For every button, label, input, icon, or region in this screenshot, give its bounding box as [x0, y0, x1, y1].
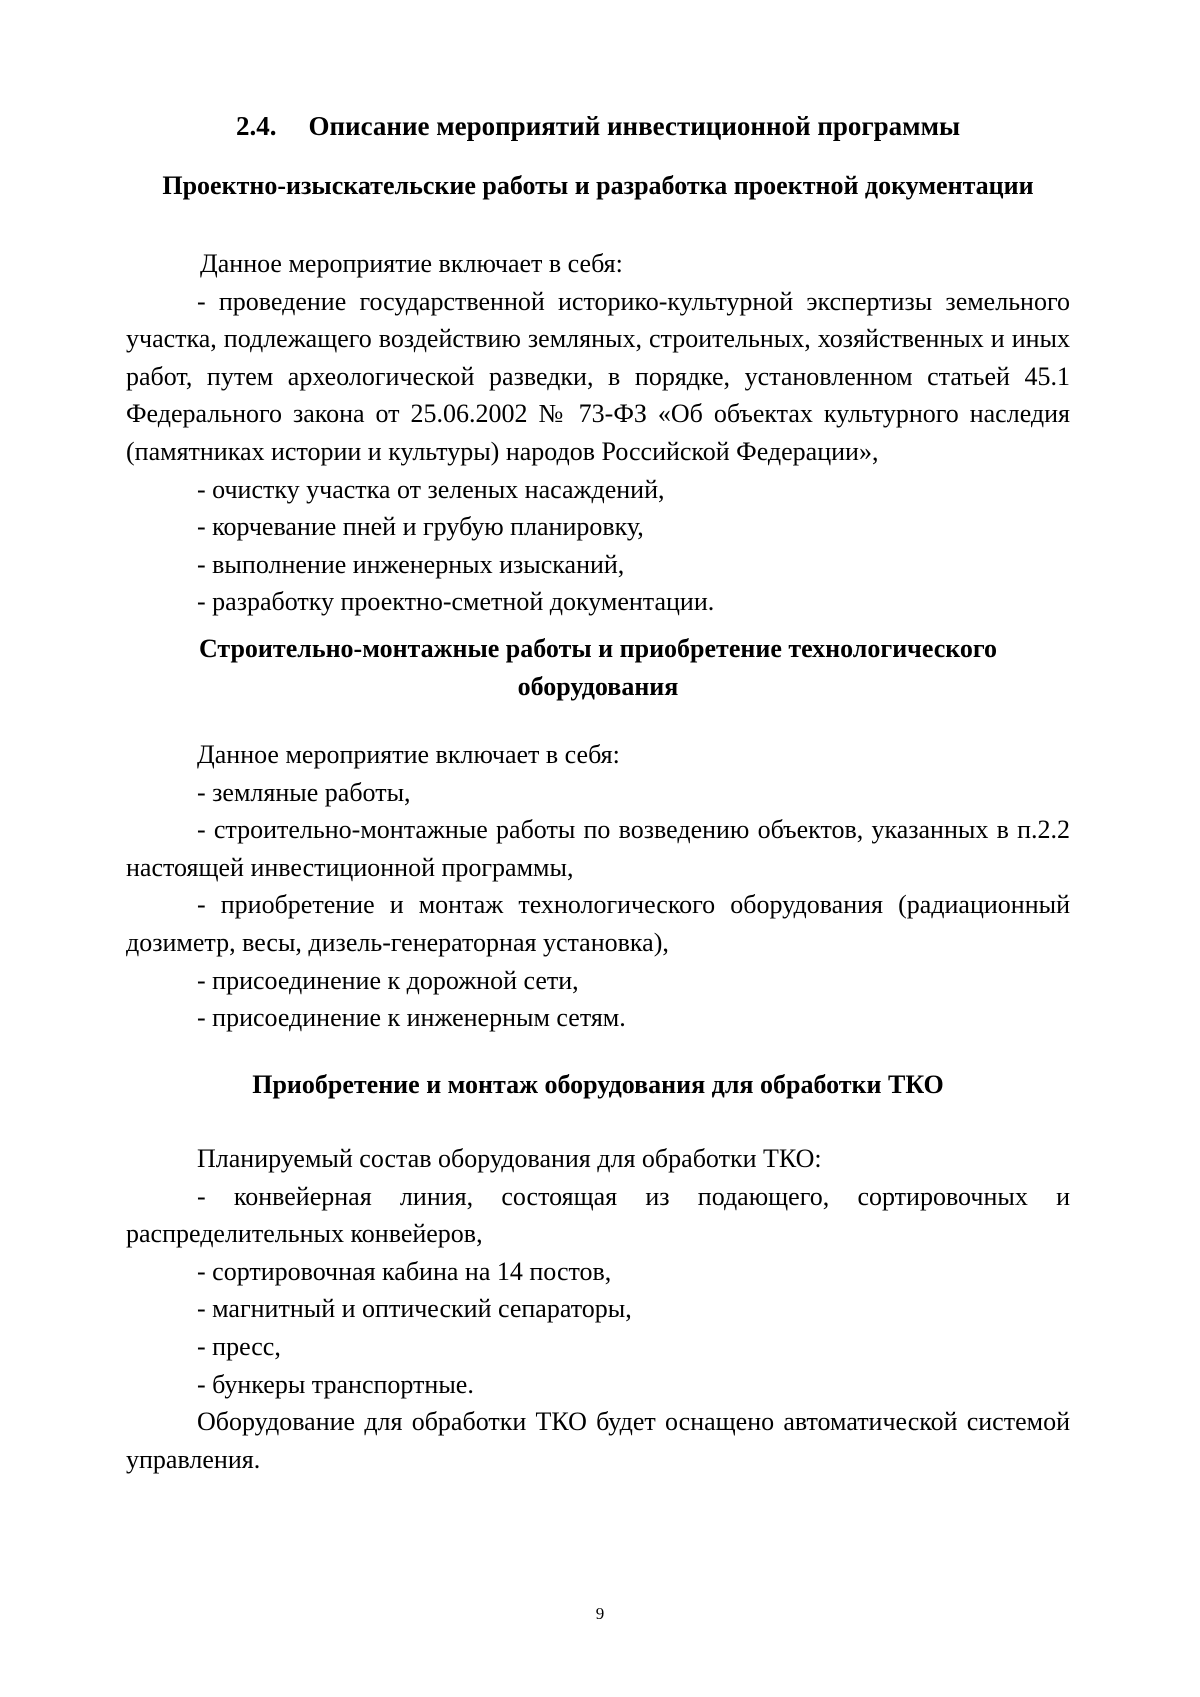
list-item: - магнитный и оптический сепараторы,	[197, 1294, 632, 1324]
section-heading: Проектно-изыскательские работы и разработка проектной документации	[162, 171, 1034, 200]
section-heading-line2: оборудования	[517, 672, 679, 701]
list-item: - присоединение к дорожной сети,	[197, 965, 579, 995]
list-item: - присоединение к инженерным сетям.	[197, 1003, 626, 1033]
list-item: - бункеры транспортные.	[197, 1369, 474, 1399]
list-item: - выполнение инженерных изысканий,	[197, 549, 625, 579]
section-heading: Приобретение и монтаж оборудования для обработки ТКО	[252, 1070, 944, 1099]
list-item: - проведение государственной историко-культурной экспертизы земельного участка, подлежащего воздействию земляных, строительных, хозяйственных и иных работ, путем археологической разведки, в порядке, установленном статьей 45.1 Федерального закона от 25.06.2002 № 73-ФЗ «Об объектах культурного наследия (памятниках истории и культуры) народов Российской Федерации»,	[126, 286, 1070, 466]
section-title	[126, 108, 1070, 144]
paragraph: Оборудование для обработки ТКО будет оснащено автоматической системой управления.	[126, 1407, 1070, 1474]
list-item: - пресс,	[197, 1331, 281, 1361]
list-item: - строительно-монтажные работы по возведению объектов, указанных в п.2.2 настоящей инвестиционной программы,	[126, 815, 1070, 882]
list-item: - конвейерная линия, состоящая из подающего, сортировочных и распределительных конвейеров,	[126, 1181, 1070, 1249]
paragraph: Данное мероприятие включает в себя:	[200, 249, 623, 278]
paragraph: Данное мероприятие включает в себя:	[197, 740, 620, 769]
section-design-works	[126, 167, 1070, 621]
section-construction-works	[126, 630, 1070, 1037]
list-item: - очистку участка от зеленых насаждений,	[197, 474, 665, 504]
section-equipment	[126, 1066, 1070, 1478]
list-item: - приобретение и монтаж технологического оборудования (радиационный дозиметр, весы, дизель-генераторная установка),	[126, 890, 1070, 957]
section-heading-line1: Строительно-монтажные работы и приобретение технологического	[198, 634, 998, 663]
list-item: - корчевание пней и грубую планировку,	[197, 512, 644, 542]
list-item: - разработку проектно-сметной документации.	[197, 587, 715, 617]
section-number: 2.4.	[235, 111, 277, 141]
page-number: 9	[595, 1604, 605, 1623]
list-item: - земляные работы,	[197, 777, 411, 807]
section-title-text: Описание мероприятий инвестиционной программы	[308, 111, 961, 141]
paragraph: Планируемый состав оборудования для обработки ТКО:	[197, 1144, 822, 1173]
section-heading	[126, 630, 1070, 706]
list-item: - сортировочная кабина на 14 постов,	[197, 1256, 612, 1286]
